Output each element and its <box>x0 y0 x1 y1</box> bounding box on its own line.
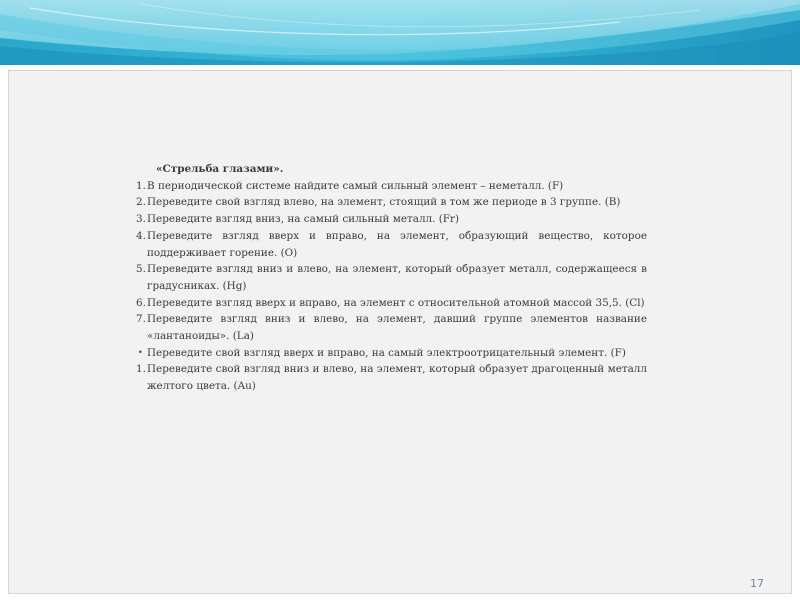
item-text: Переведите взгляд вверх и вправо, на элемент, образующий вещество, которое поддерживает горение. (О) <box>147 229 647 259</box>
bullet-icon: • <box>138 347 143 357</box>
item-text: Переведите взгляд вниз и влево, на элемент, давший группе элементов название «лантаноиды». (La) <box>147 313 647 343</box>
list-item <box>136 361 647 394</box>
item-text: Переведите свой взгляд вниз и влево, на элемент, который образует драгоценный металл желтого цвета. (Au) <box>147 363 647 393</box>
item-marker: 1. <box>136 179 146 192</box>
item-marker: 6. <box>136 296 146 309</box>
item-text: В периодической системе найдите самый сильный элемент – неметалл. (F) <box>147 179 564 192</box>
item-text: Переведите взгляд вниз, на самый сильный металл. (Fr) <box>147 213 460 226</box>
item-marker: 4. <box>136 229 146 242</box>
list-item <box>136 178 647 195</box>
item-marker: 7. <box>136 313 146 326</box>
item-marker: 1. <box>136 363 146 376</box>
item-marker: 5. <box>136 263 146 276</box>
header-wave-banner <box>0 0 800 65</box>
item-text: Переведите свой взгляд вверх и вправо, на самый электроотрицательный элемент. (F) <box>147 346 626 359</box>
slide-page-number: 17 <box>750 577 764 590</box>
item-text: Переведите взгляд вверх и вправо, на элемент с относительной атомной массой 35,5. (Cl) <box>147 296 645 309</box>
list-item <box>136 261 647 294</box>
item-marker: 2. <box>136 196 146 209</box>
list-item <box>136 228 647 261</box>
list-item <box>136 311 647 344</box>
list-item <box>136 295 647 312</box>
item-marker: 3. <box>136 213 146 226</box>
item-text: Переведите свой взгляд влево, на элемент, стоящий в том же периоде в 3 группе. (В) <box>147 196 621 209</box>
list-item <box>136 211 647 228</box>
exercise-title: «Стрельба глазами». <box>156 163 284 175</box>
list-item <box>136 194 647 211</box>
list-item <box>136 345 647 362</box>
exercise-text <box>136 161 647 395</box>
item-text: Переведите взгляд вниз и влево, на элемент, который образует металл, содержащееся в градусниках. (Hg) <box>147 263 647 292</box>
